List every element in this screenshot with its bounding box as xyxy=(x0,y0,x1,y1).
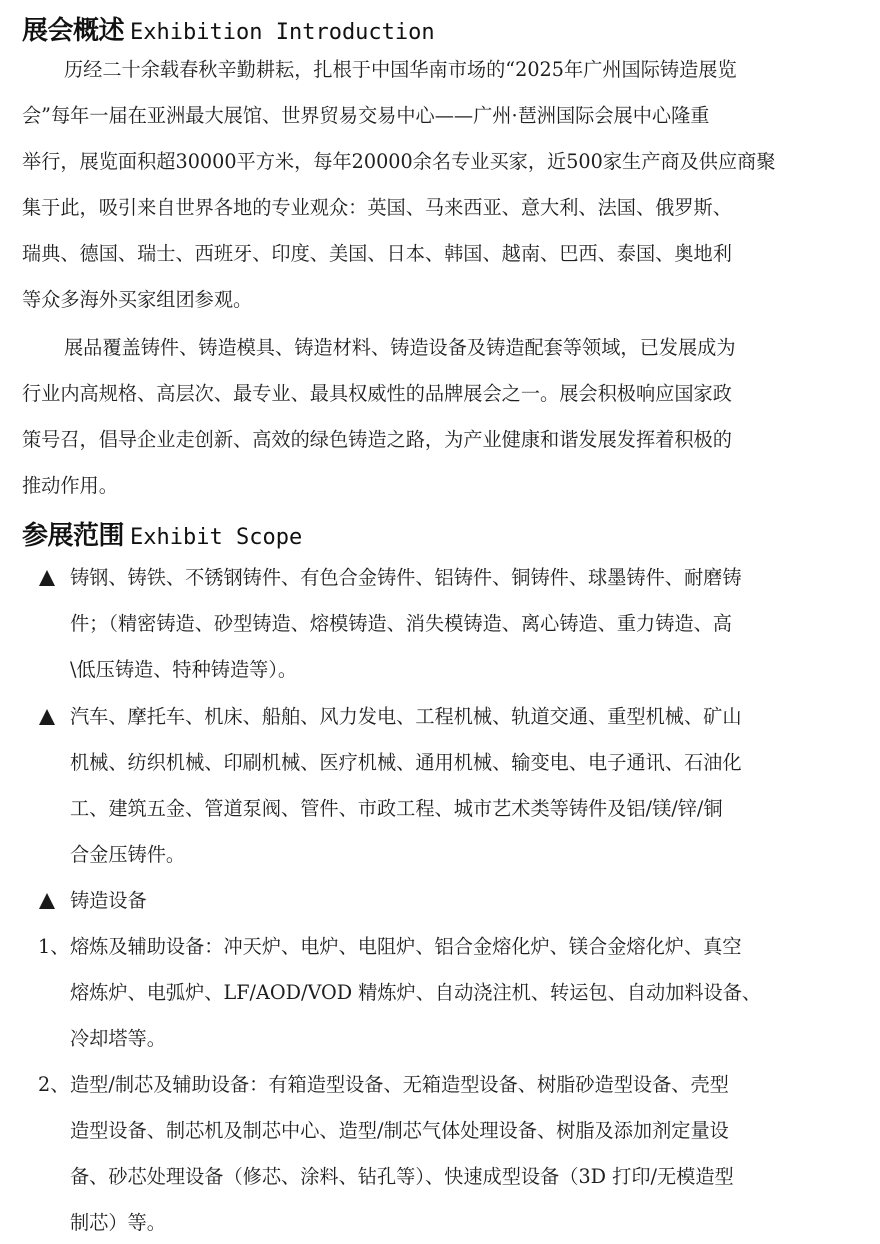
item-line: 冷却塔等。 xyxy=(70,1027,166,1050)
bullet-line: 汽车、摩托车、机床、船舶、风力发电、工程机械、轨道交通、重型机械、矿山 xyxy=(70,705,742,728)
item-line: 熔炼炉、电弧炉、LF/AOD/VOD 精炼炉、自动浇注机、转运包、自动加料设备、 xyxy=(70,981,762,1004)
paragraph-line: 推动作用。 xyxy=(22,474,118,497)
item-line: 备、砂芯处理设备（修芯、涂料、钻孔等）、快速成型设备（3D 打印/无模造型 xyxy=(70,1165,734,1188)
bullet-line: 工、建筑五金、管道泵阀、管件、市政工程、城市艺术类等铸件及铝/镁/锌/铜 xyxy=(70,797,723,820)
bullet-line: 铸造设备 xyxy=(70,889,147,912)
section-title-en: Exhibition Introduction xyxy=(130,20,435,45)
bullet-line: 件；（精密铸造、砂型铸造、熔模铸造、消失模铸造、离心铸造、重力铸造、高 xyxy=(70,612,732,635)
triangle-bullet-icon xyxy=(38,569,56,587)
section-heading-intro xyxy=(22,10,435,47)
bullet-line: \低压铸造、特种铸造等）。 xyxy=(70,658,298,681)
bullet-line: 合金压铸件。 xyxy=(70,843,186,866)
item-line: 造型设备、制芯机及制芯中心、造型/制芯气体处理设备、树脂及添加剂定量设 xyxy=(70,1119,729,1142)
paragraph-line: 展品覆盖铸件、铸造模具、铸造材料、铸造设备及铸造配套等领域，已发展成为 xyxy=(64,336,736,359)
paragraph-line: 历经二十余载春秋辛勤耕耘，扎根于中国华南市场的“2025年广州国际铸造展览 xyxy=(64,58,737,81)
item-line: 制芯）等。 xyxy=(70,1211,166,1234)
paragraph-line: 策号召，倡导企业走创新、高效的绿色铸造之路，为产业健康和谐发展发挥着积极的 xyxy=(22,428,732,451)
item-line: 造型/制芯及辅助设备：有箱造型设备、无箱造型设备、树脂砂造型设备、壳型 xyxy=(70,1073,729,1096)
paragraph-line: 等众多海外买家组团参观。 xyxy=(22,288,253,311)
section-title-en: Exhibit Scope xyxy=(130,525,303,550)
section-title-cn: 展会概述 xyxy=(22,16,125,46)
item-number: 1、 xyxy=(38,935,70,958)
bullet-line: 铸钢、铸铁、不锈钢铸件、有色合金铸件、铝铸件、铜铸件、球墨铸件、耐磨铸 xyxy=(70,566,742,589)
triangle-bullet-icon xyxy=(38,892,56,910)
item-line: 熔炼及辅助设备：冲天炉、电炉、电阻炉、铝合金熔化炉、镁合金熔化炉、真空 xyxy=(70,935,742,958)
paragraph-line: 举行，展览面积超30000平方米，每年20000余名专业买家，近500家生产商及供应商聚 xyxy=(22,150,776,173)
section-heading-scope xyxy=(22,515,302,552)
triangle-bullet-icon xyxy=(38,708,56,726)
section-title-cn: 参展范围 xyxy=(22,521,125,551)
paragraph-line: 瑞典、德国、瑞士、西班牙、印度、美国、日本、韩国、越南、巴西、泰国、奥地利 xyxy=(22,242,732,265)
item-number: 2、 xyxy=(38,1073,70,1096)
paragraph-line: 会”每年一届在亚洲最大展馆、世界贸易交易中心——广州·琶洲国际会展中心隆重 xyxy=(22,104,710,127)
bullet-line: 机械、纺织机械、印刷机械、医疗机械、通用机械、输变电、电子通讯、石油化 xyxy=(70,751,742,774)
paragraph-line: 行业内高规格、高层次、最专业、最具权威性的品牌展会之一。展会积极响应国家政 xyxy=(22,382,732,405)
paragraph-line: 集于此，吸引来自世界各地的专业观众：英国、马来西亚、意大利、法国、俄罗斯、 xyxy=(22,196,732,219)
